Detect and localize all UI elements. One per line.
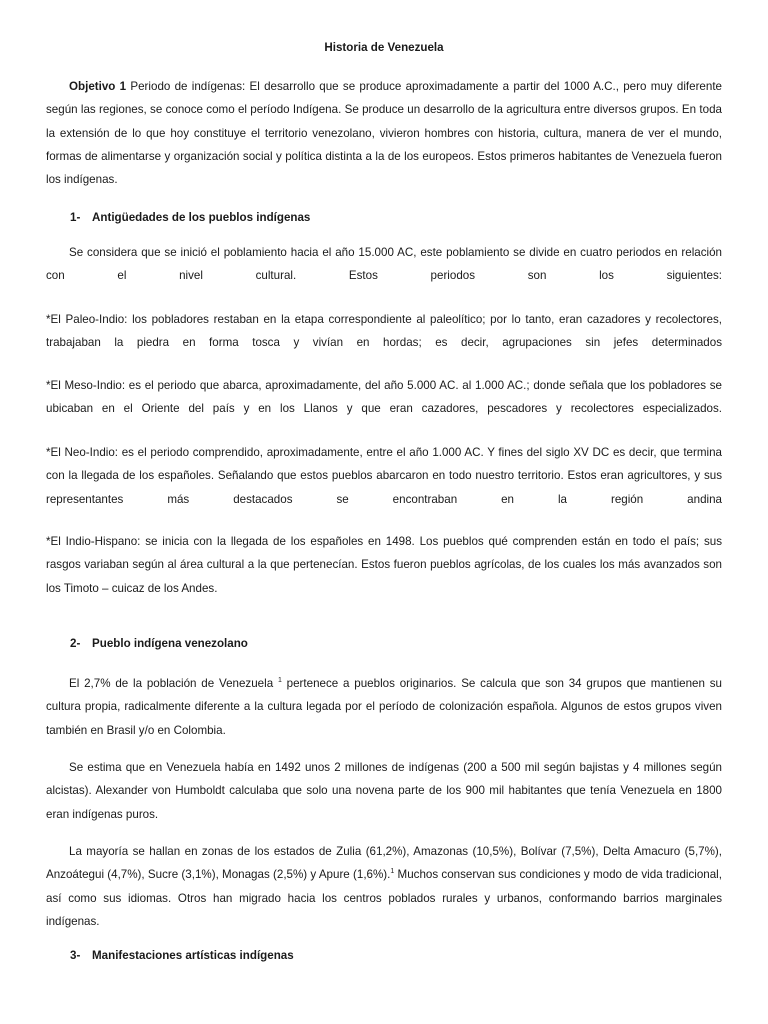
section-3-heading — [70, 949, 294, 962]
s2p1-after: pertenece a pueblos originarios. Se calcula que son 34 grupos que mantienen su cultura propia, radicalmente diferente a la cultura legada por el período de colonización española. Algunos de estos grupos viven también en Brasil y/o en Colombia. — [46, 677, 722, 737]
section-2-title: Pueblo indígena venezolano — [92, 637, 248, 650]
section-1-intro-paragraph: Se considera que se inició el poblamiento hacia el año 15.000 AC, este poblamiento se divide en cuatro periodos en relación con el nivel cultural. Estos periodos son los siguientes: — [46, 246, 722, 283]
indio-hispano-paragraph: *El Indio-Hispano: se inicia con la llegada de los españoles en 1498. Los pueblos qué comprenden están en todo el país; sus rasgos variaban según al área cultural a la que pertenecían. Estos fueron pueblos agrícolas, de los cuales los más avanzados son los Timoto – cuicaz de los Andes. — [46, 535, 722, 595]
s2p3-after: Muchos conservan sus condiciones y modo de vida tradicional, así como sus idiomas. Otros han migrado hacia los centros poblados rurales y urbanos, conformando barrios marginales indígenas. — [46, 868, 722, 928]
section-2-paragraph-3 — [46, 840, 722, 933]
meso-indio-paragraph: *El Meso-Indio: es el periodo que abarca, aproximadamente, del año 5.000 AC. al 1.000 AC.; donde señala que los pobladores se ubicaban en el Oriente del país y en los Llanos y que eran cazadores, pescadores y recolectores especializados. — [46, 379, 722, 416]
paleo-indio-paragraph: *El Paleo-Indio: los pobladores restaban en la etapa correspondiente al paleolítico; por lo tanto, eran cazadores y recolectores, trabajaban la piedra en forma tosca y vivían en hordas; es decir, agrupaciones sin jefes determinados — [46, 313, 722, 350]
intro-label: Objetivo 1 — [69, 80, 127, 93]
neo-indio-paragraph: *El Neo-Indio: es el periodo comprendido, aproximadamente, entre el año 1.000 AC. Y fines del siglo XV DC es decir, que termina con la llegada de los españoles. Señalando que estos pueblos abarcaron en todo nuestro territorio. Estos eran agricultores, y sus representantes más destacados se encontraban en la región andina — [46, 446, 722, 506]
s2p1-before: El 2,7% de la población de Venezuela — [69, 677, 278, 690]
section-1-heading — [70, 211, 310, 224]
intro-paragraph — [46, 75, 722, 191]
section-2-paragraph-1 — [46, 672, 722, 742]
section-2-heading — [70, 637, 248, 650]
section-1-number: 1- — [70, 211, 81, 224]
s2p3-before: La mayoría se hallan en zonas de los estados de Zulia (61,2%), Amazonas (10,5%), Bolívar (7,5%), Delta Amacuro (5,7%), Anzoátegui (4,7%), Sucre (3,1%), Monagas (2,5%) y Apure (1,6%). — [46, 845, 722, 882]
footnote-ref-1[interactable]: 1 — [277, 677, 282, 685]
section-3-number: 3- — [70, 949, 81, 962]
document-title: Historia de Venezuela — [324, 41, 444, 54]
section-2-paragraph-2: Se estima que en Venezuela había en 1492 unos 2 millones de indígenas (200 a 500 mil según bajistas y 4 millones según alcistas). Alexander von Humboldt calculaba que solo una novena parte de los 900 mil habitantes que tenía Venezuela en 1800 eran indígenas puros. — [46, 761, 722, 821]
intro-text: Periodo de indígenas: El desarrollo que se produce aproximadamente a partir del 1000 A.C., pero muy diferente según las regiones, se conoce como el período Indígena. Se produce un desarrollo de la agricultura entre diversos grupos. En toda la extensión de lo que hoy constituye el territorio venezolano, vivieron hombres con historia, cultura, manera de ver el mundo, formas de alimentarse y organización social y política distinta a la de los europeos. Estos primeros habitantes de Venezuela fueron los indígenas. — [46, 80, 722, 187]
footnote-ref-2[interactable]: 1 — [390, 868, 395, 876]
section-1-title: Antigüedades de los pueblos indígenas — [92, 211, 311, 224]
section-3-title: Manifestaciones artísticas indígenas — [92, 949, 294, 962]
section-2-number: 2- — [70, 637, 81, 650]
